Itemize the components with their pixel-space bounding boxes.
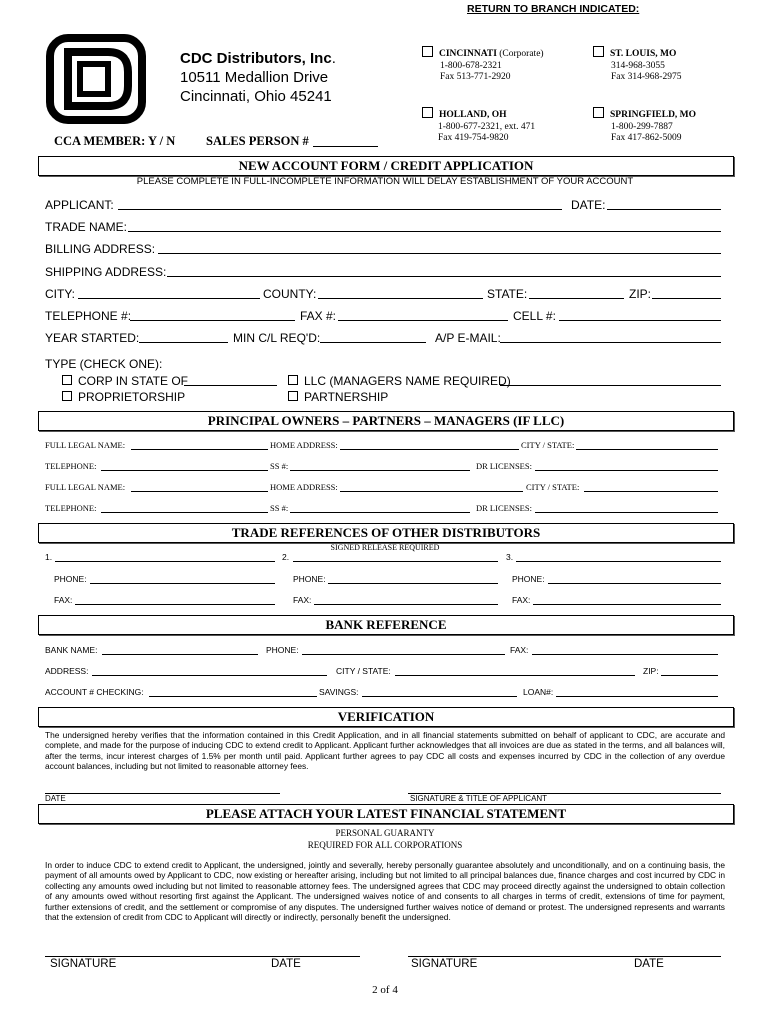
trade-ref-2-input[interactable]	[293, 561, 498, 562]
cdc-logo	[46, 34, 146, 124]
trade-name-label: TRADE NAME:	[45, 220, 128, 234]
guaranty-title: PERSONAL GUARANTY	[335, 828, 435, 838]
telephone-label: TELEPHONE #:	[45, 309, 132, 323]
trade-ref-3-fax-label: FAX:	[512, 595, 531, 605]
p2-ss-label: SS #:	[270, 503, 289, 513]
state-input[interactable]	[529, 298, 624, 299]
guarantor-1-date-label: DATE	[271, 958, 301, 970]
guaranty-subtitle: REQUIRED FOR ALL CORPORATIONS	[307, 840, 463, 850]
sales-person-line[interactable]	[313, 146, 378, 147]
trade-ref-1-input[interactable]	[55, 561, 275, 562]
guaranty-text: In order to induce CDC to extend credit to Applicant, the undersigned, jointly and severally, hereby personally guarantee absolutely and unconditionally, and on a continuing basis, the payment of all amounts owed by Applicant to CDC, now existing or hereafter arising, including but not limited to all principal balances due, finance charges and cost incurred by CDC in collecting any amounts owed including but not limited to reasonable attorney fees. The undersigned agrees that CDC may proceed directly against the undersigned to obtain collection of any amounts owed without resorting first against the Applicant. The undersigned waives notice of and consents to all charges in terms of credit, extensions of time for payment, further extensions of credit, and the settlement or compromise of any disputes. The undersigned further waives notice of demand or protest. The undersigned represents and warrants that the extension of credit from CDC to Applicant will directly or indirectly, personally benefit the undersigned.	[45, 860, 725, 923]
trade-ref-3-phone-input[interactable]	[548, 583, 721, 584]
guarantor-2-signature-label: SIGNATURE	[411, 958, 478, 970]
p1-city-state-label: CITY / STATE:	[521, 440, 575, 450]
checking-label: ACCOUNT # CHECKING:	[45, 687, 144, 697]
bank-city-state-label: CITY / STATE:	[336, 666, 391, 676]
bank-address-label: ADDRESS:	[45, 666, 89, 676]
trade-ref-3-phone-label: PHONE:	[512, 574, 545, 584]
corp-checkbox[interactable]	[62, 375, 72, 385]
trade-ref-1-fax-input[interactable]	[75, 604, 275, 605]
p1-home-address-input[interactable]	[340, 449, 519, 450]
trade-ref-3-number: 3.	[506, 552, 514, 562]
holland-checkbox[interactable]	[422, 107, 433, 118]
cincinnati-checkbox[interactable]	[422, 46, 433, 57]
min-cl-input[interactable]	[320, 342, 426, 343]
state-label: STATE:	[487, 287, 528, 301]
loan-label: LOAN#:	[523, 687, 554, 697]
p2-home-address-input[interactable]	[340, 491, 523, 492]
trade-ref-2-number: 2.	[282, 552, 290, 562]
return-to-branch-label: RETURN TO BRANCH INDICATED:	[467, 3, 640, 15]
company-address-line1: 10511 Medallion Drive	[180, 69, 329, 86]
p2-full-name-input[interactable]	[131, 491, 268, 492]
year-started-input[interactable]	[139, 342, 228, 343]
loan-input[interactable]	[556, 696, 718, 697]
trade-ref-1-number: 1.	[45, 552, 53, 562]
ap-email-input[interactable]	[500, 342, 721, 343]
billing-address-input[interactable]	[158, 253, 721, 254]
verification-title: VERIFICATION	[38, 707, 734, 727]
county-input[interactable]	[318, 298, 483, 299]
trade-ref-2-phone-label: PHONE:	[293, 574, 326, 584]
p2-full-name-label: FULL LEGAL NAME:	[45, 482, 126, 492]
p2-home-address-label: HOME ADDRESS:	[270, 482, 338, 492]
bank-address-input[interactable]	[92, 675, 327, 676]
shipping-address-label: SHIPPING ADDRESS:	[45, 265, 167, 279]
trade-ref-3-input[interactable]	[516, 561, 721, 562]
city-label: CITY:	[45, 287, 76, 301]
bank-phone-label: PHONE:	[266, 645, 299, 655]
branch-holland[interactable]: HOLLAND, OH 1-800-677-2321, ext. 471 Fax 419-754-9820	[422, 107, 535, 145]
signed-release-note: SIGNED RELEASE REQUIRED	[330, 543, 440, 552]
partnership-checkbox[interactable]	[288, 391, 298, 401]
branch-springfield[interactable]: SPRINGFIELD, MO 1-800-299-7887 Fax 417-862-5009	[593, 107, 696, 145]
company-name: CDC Distributors, Inc.	[180, 50, 336, 67]
p1-full-name-label: FULL LEGAL NAME:	[45, 440, 126, 450]
trade-ref-2-fax-input[interactable]	[314, 604, 498, 605]
trade-ref-1-phone-label: PHONE:	[54, 574, 87, 584]
billing-address-label: BILLING ADDRESS:	[45, 242, 156, 256]
telephone-input[interactable]	[130, 320, 295, 321]
p1-telephone-input[interactable]	[101, 470, 268, 471]
type-label: TYPE (CHECK ONE):	[45, 357, 163, 371]
llc-checkbox[interactable]	[288, 375, 298, 385]
p2-ss-input[interactable]	[290, 512, 470, 513]
sales-person-label: SALES PERSON #	[206, 134, 309, 148]
verification-date-line[interactable]	[45, 793, 280, 794]
city-input[interactable]	[78, 298, 260, 299]
p2-dr-label: DR LICENSES:	[476, 503, 532, 513]
trade-name-input[interactable]	[128, 231, 721, 232]
p2-city-state-input[interactable]	[584, 491, 718, 492]
trade-ref-1-phone-input[interactable]	[90, 583, 275, 584]
st-louis-checkbox[interactable]	[593, 46, 604, 57]
verification-signature-label: SIGNATURE & TITLE OF APPLICANT	[410, 794, 548, 803]
branch-st-louis[interactable]: ST. LOUIS, MO 314-968-3055 Fax 314-968-2975	[593, 46, 681, 84]
type-proprietorship-option[interactable]: PROPRIETORSHIP	[62, 390, 185, 404]
llc-managers-input[interactable]	[500, 385, 721, 386]
p1-city-state-input[interactable]	[576, 449, 718, 450]
trade-ref-2-phone-input[interactable]	[328, 583, 498, 584]
trade-ref-1-fax-label: FAX:	[54, 595, 73, 605]
verification-date-label: DATE	[45, 794, 66, 803]
p1-home-address-label: HOME ADDRESS:	[270, 440, 338, 450]
shipping-address-input[interactable]	[167, 276, 721, 277]
date-label: DATE:	[571, 198, 606, 212]
checking-input[interactable]	[149, 696, 317, 697]
fax-input[interactable]	[338, 320, 508, 321]
corp-state-input[interactable]	[184, 385, 277, 386]
trade-ref-3-fax-input[interactable]	[533, 604, 721, 605]
p1-dr-input[interactable]	[535, 470, 718, 471]
type-llc-option[interactable]: LLC (MANAGERS NAME REQUIRED)	[288, 374, 511, 388]
p1-ss-input[interactable]	[290, 470, 470, 471]
guarantor-2-signature-line[interactable]	[408, 956, 721, 957]
bank-city-state-input[interactable]	[395, 675, 635, 676]
trade-ref-2-fax-label: FAX:	[293, 595, 312, 605]
branch-cincinnati[interactable]: CINCINNATI (Corporate) 1-800-678-2321 Fax 513-771-2920	[422, 46, 544, 84]
springfield-checkbox[interactable]	[593, 107, 604, 118]
guarantor-1-signature-line[interactable]	[45, 956, 360, 957]
guarantor-2-date-label: DATE	[634, 958, 664, 970]
p1-dr-label: DR LICENSES:	[476, 461, 532, 471]
p2-dr-input[interactable]	[535, 512, 718, 513]
verification-text: The undersigned hereby verifies that the information contained in this Credit Application, and in all financial statements submitted on behalf of applicant to CDC, are accurate and complete, and made for the purpose of inducing CDC to extend credit to Applicant. Applicant further acknowledges that all invoices are due as stated in the terms, and all balances will, after the terms, incur interest charges of 1.5% per month until paid. Applicant further agrees to pay CDC all costs and expenses incurred by CDC in the collection of any overdue account balances, including but not limited to reasonable attorney fees.	[45, 730, 725, 772]
type-corp-option[interactable]: CORP IN STATE OF	[62, 374, 188, 388]
ap-email-label: A/P E-MAIL:	[435, 331, 501, 345]
p1-full-name-input[interactable]	[131, 449, 268, 450]
bank-name-label: BANK NAME:	[45, 645, 98, 655]
cca-member: CCA MEMBER: Y / N	[54, 134, 176, 148]
trade-references-title: TRADE REFERENCES OF OTHER DISTRIBUTORS	[38, 523, 734, 543]
p2-city-state-label: CITY / STATE:	[526, 482, 580, 492]
form-instruction: PLEASE COMPLETE IN FULL-INCOMPLETE INFORMATION WILL DELAY ESTABLISHMENT OF YOUR ACCOUNT	[136, 176, 634, 187]
financial-statement-title: PLEASE ATTACH YOUR LATEST FINANCIAL STATEMENT	[38, 804, 734, 824]
proprietorship-checkbox[interactable]	[62, 391, 72, 401]
p2-telephone-label: TELEPHONE:	[45, 503, 97, 513]
principals-title: PRINCIPAL OWNERS – PARTNERS – MANAGERS (IF LLC)	[38, 411, 734, 431]
county-label: COUNTY:	[263, 287, 317, 301]
year-started-label: YEAR STARTED:	[45, 331, 140, 345]
date-input[interactable]	[607, 209, 721, 210]
zip-label: ZIP:	[629, 287, 652, 301]
company-address-line2: Cincinnati, Ohio 45241	[180, 88, 332, 105]
p2-telephone-input[interactable]	[101, 512, 268, 513]
applicant-label: APPLICANT:	[45, 198, 114, 212]
bank-reference-title: BANK REFERENCE	[38, 615, 734, 635]
savings-input[interactable]	[362, 696, 517, 697]
bank-zip-label: ZIP:	[643, 666, 659, 676]
bank-name-input[interactable]	[102, 654, 258, 655]
fax-label: FAX #:	[300, 309, 337, 323]
p1-telephone-label: TELEPHONE:	[45, 461, 97, 471]
form-title: NEW ACCOUNT FORM / CREDIT APPLICATION	[38, 156, 734, 176]
cell-label: CELL #:	[513, 309, 556, 323]
guarantor-1-signature-label: SIGNATURE	[50, 958, 117, 970]
zip-input[interactable]	[652, 298, 721, 299]
page-number: 2 of 4	[372, 984, 398, 996]
p1-ss-label: SS #:	[270, 461, 289, 471]
cell-input[interactable]	[559, 320, 721, 321]
min-cl-label: MIN C/L REQ'D:	[233, 331, 321, 345]
savings-label: SAVINGS:	[319, 687, 359, 697]
bank-fax-input[interactable]	[532, 654, 718, 655]
type-partnership-option[interactable]: PARTNERSHIP	[288, 390, 388, 404]
bank-phone-input[interactable]	[302, 654, 505, 655]
bank-fax-label: FAX:	[510, 645, 529, 655]
bank-zip-input[interactable]	[661, 675, 718, 676]
applicant-input[interactable]	[118, 209, 562, 210]
